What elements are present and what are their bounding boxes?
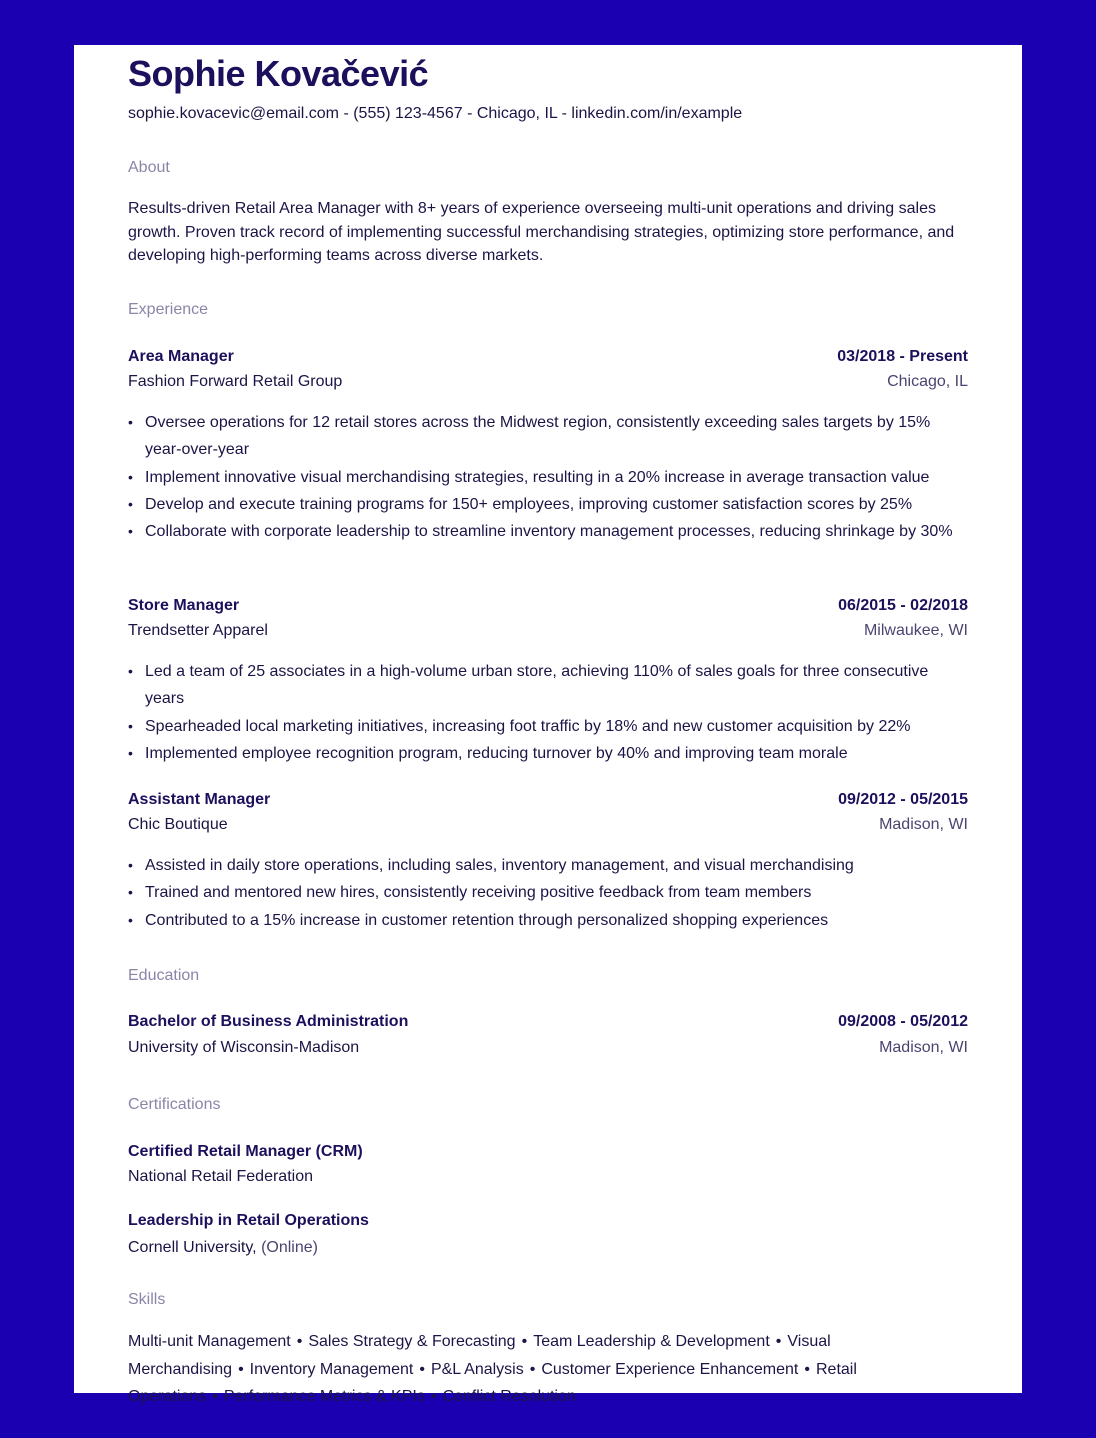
- separator-dot: •: [804, 1360, 810, 1378]
- job-location: Milwaukee, WI: [863, 622, 968, 639]
- job-location: Chicago, IL: [887, 373, 968, 390]
- certification-issuer-row: [128, 1168, 968, 1190]
- job-dates: 06/2015 - 02/2018: [838, 597, 968, 614]
- list-item: • Implemented employee recognition program, reducing turnover by 40% and improving team morale: [128, 740, 968, 767]
- skill-item: Visual Merchandising: [128, 1333, 831, 1378]
- list-item: • Trained and mentored new hires, consistently receiving positive feedback from team members: [128, 879, 968, 906]
- job-title: Assistant Manager: [128, 791, 271, 808]
- section-title-skills: Skills: [128, 1291, 166, 1308]
- skill-item: Multi-unit Management: [128, 1333, 291, 1350]
- separator-dot: •: [296, 1333, 303, 1350]
- education-header: [128, 1013, 968, 1035]
- certification-name: Leadership in Retail Operations: [128, 1212, 369, 1229]
- list-item: • Collaborate with corporate leadership to streamline inventory management processes, reducing shrinkage by 30%: [128, 518, 968, 545]
- candidate-name: Sophie Kovačević: [128, 53, 429, 94]
- job-dates: 03/2018 - Present: [837, 348, 968, 365]
- job-location: Madison, WI: [879, 816, 968, 833]
- separator-dot: •: [529, 1360, 536, 1378]
- job-dates: 09/2012 - 05/2015: [838, 791, 968, 808]
- job-bullets: [128, 852, 968, 934]
- certification-issuer: National Retail Federation: [128, 1168, 313, 1185]
- separator-dot: •: [775, 1333, 782, 1350]
- skill-item: Sales Strategy & Forecasting: [308, 1333, 516, 1350]
- job-title: Store Manager: [128, 597, 240, 614]
- skill-item: P&L Analysis: [430, 1360, 524, 1378]
- education-location: Madison, WI: [879, 1039, 968, 1056]
- certification-title-row: [128, 1143, 968, 1165]
- section-title-experience: Experience: [128, 301, 209, 318]
- education-school: University of Wisconsin-Madison: [128, 1039, 360, 1056]
- job-title: Area Manager: [128, 348, 234, 365]
- separator-dot: •: [212, 1388, 218, 1405]
- about-text: Results-driven Retail Area Manager with 8+ years of experience overseeing multi-unit operations and driving sales growth. Proven track record of implementing successful merchandising strategies, optimizing store performance, and developing high-performing teams across diverse markets.: [128, 200, 955, 264]
- job-company: Chic Boutique: [128, 816, 228, 833]
- list-item: • Implement innovative visual merchandising strategies, resulting in a 20% increase in average transaction value: [128, 464, 968, 491]
- separator-dot: •: [521, 1333, 528, 1350]
- separator-dot: •: [430, 1388, 437, 1405]
- education-dates: 09/2008 - 05/2012: [838, 1013, 968, 1030]
- skill-item: Customer Experience Enhancement: [541, 1360, 799, 1378]
- section-title-education: Education: [128, 967, 200, 984]
- job-header: [128, 597, 968, 619]
- job-subheader: [128, 622, 968, 644]
- list-item: • Assisted in daily store operations, including sales, inventory management, and visual merchandising: [128, 852, 968, 879]
- list-item: • Led a team of 25 associates in a high-volume urban store, achieving 110% of sales goals for three consecutive years: [128, 658, 968, 713]
- skill-item: Conflict Resolution: [442, 1388, 576, 1405]
- education-degree: Bachelor of Business Administration: [128, 1013, 409, 1030]
- resume-page: [74, 45, 1022, 1405]
- certification-issuer-row: [128, 1239, 968, 1261]
- section-title-certifications: Certifications: [128, 1096, 221, 1113]
- job-company: Fashion Forward Retail Group: [128, 373, 343, 390]
- certification-issuer: Cornell University,: [128, 1239, 257, 1256]
- list-item: • Spearheaded local marketing initiatives, increasing foot traffic by 18% and new customer acquisition by 22%: [128, 713, 968, 740]
- job-company: Trendsetter Apparel: [128, 622, 268, 639]
- section-title-about: About: [128, 159, 170, 176]
- skill-item: Performance Metrics & KPIs: [223, 1388, 425, 1405]
- certification-issuer-wrap: [128, 1239, 318, 1257]
- job-bullets: [128, 409, 968, 545]
- job-subheader: [128, 816, 968, 838]
- list-item: • Oversee operations for 12 retail stores across the Midwest region, consistently exceeding sales targets by 15% year-over-year: [128, 409, 968, 464]
- job-bullets: [128, 658, 968, 767]
- job-header: [128, 348, 968, 370]
- certification-title-row: [128, 1212, 968, 1234]
- separator-dot: •: [419, 1360, 425, 1378]
- separator-dot: •: [238, 1360, 244, 1378]
- skill-item: Retail Operations: [128, 1360, 857, 1405]
- job-header: [128, 791, 968, 813]
- education-subheader: [128, 1039, 968, 1061]
- list-item: • Contributed to a 15% increase in customer retention through personalized shopping experiences: [128, 907, 968, 934]
- certification-name: Certified Retail Manager (CRM): [128, 1143, 363, 1160]
- contact-line: sophie.kovacevic@email.com - (555) 123-4567 - Chicago, IL - linkedin.com/in/example: [128, 105, 743, 122]
- certification-note: (Online): [261, 1239, 318, 1256]
- skill-item: Inventory Management: [249, 1360, 414, 1378]
- skills-list: [128, 1328, 968, 1411]
- skill-item: Team Leadership & Development: [533, 1333, 770, 1350]
- list-item: • Develop and execute training programs for 150+ employees, improving customer satisfaction scores by 25%: [128, 491, 968, 518]
- job-subheader: [128, 373, 968, 395]
